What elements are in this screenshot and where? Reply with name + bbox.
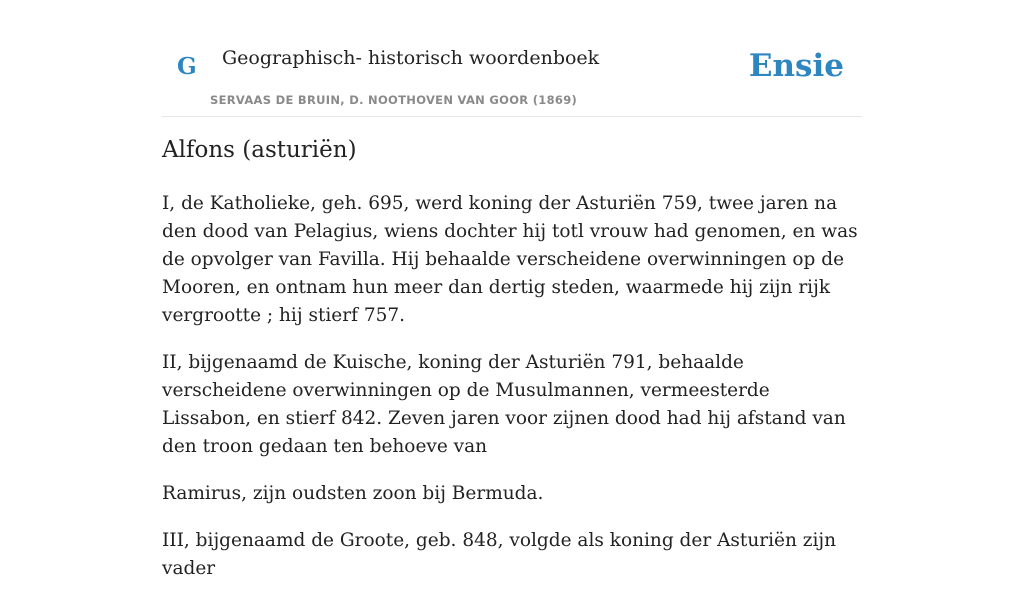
entry-paragraph-3: Ramirus, zijn oudsten zoon bij Bermuda. bbox=[162, 483, 544, 504]
book-title[interactable]: Geographisch- historisch woordenboek bbox=[222, 47, 600, 69]
header bbox=[162, 38, 862, 117]
entry-title: Alfons (asturiën) bbox=[162, 137, 357, 163]
book-logo-icon[interactable]: G bbox=[177, 53, 197, 80]
entry-paragraph-2: II, bijgenaamd de Kuische, koning der Asturiën 791, behaalde verscheidene overwinningen op de Musulmannen, vermeesterde Lissabon, en stierf 842. Zeven jaren voor zijnen dood had hij afstand van den troon gedaan ten behoeve van bbox=[162, 352, 846, 457]
book-authors: SERVAAS DE BRUIN, D. NOOTHOVEN VAN GOOR (1869) bbox=[210, 93, 578, 107]
entry-paragraph-4: III, bijgenaamd de Groote, geb. 848, volgde als koning der Asturiën zijn vader bbox=[162, 530, 837, 579]
entry-content bbox=[162, 134, 862, 602]
entry-paragraph-1: I, de Katholieke, geh. 695, werd koning der Asturiën 759, twee jaren na den dood van Pelagius, wiens dochter hij totl vrouw had genomen, en was de opvolger van Favilla. Hij behaalde verscheidene overwinningen op de Mooren, en ontnam hun meer dan dertig steden, waarmede hij zijn rijk vergrootte ; hij stierf 757. bbox=[162, 193, 858, 326]
ensie-logo[interactable]: Ensie bbox=[748, 48, 844, 84]
